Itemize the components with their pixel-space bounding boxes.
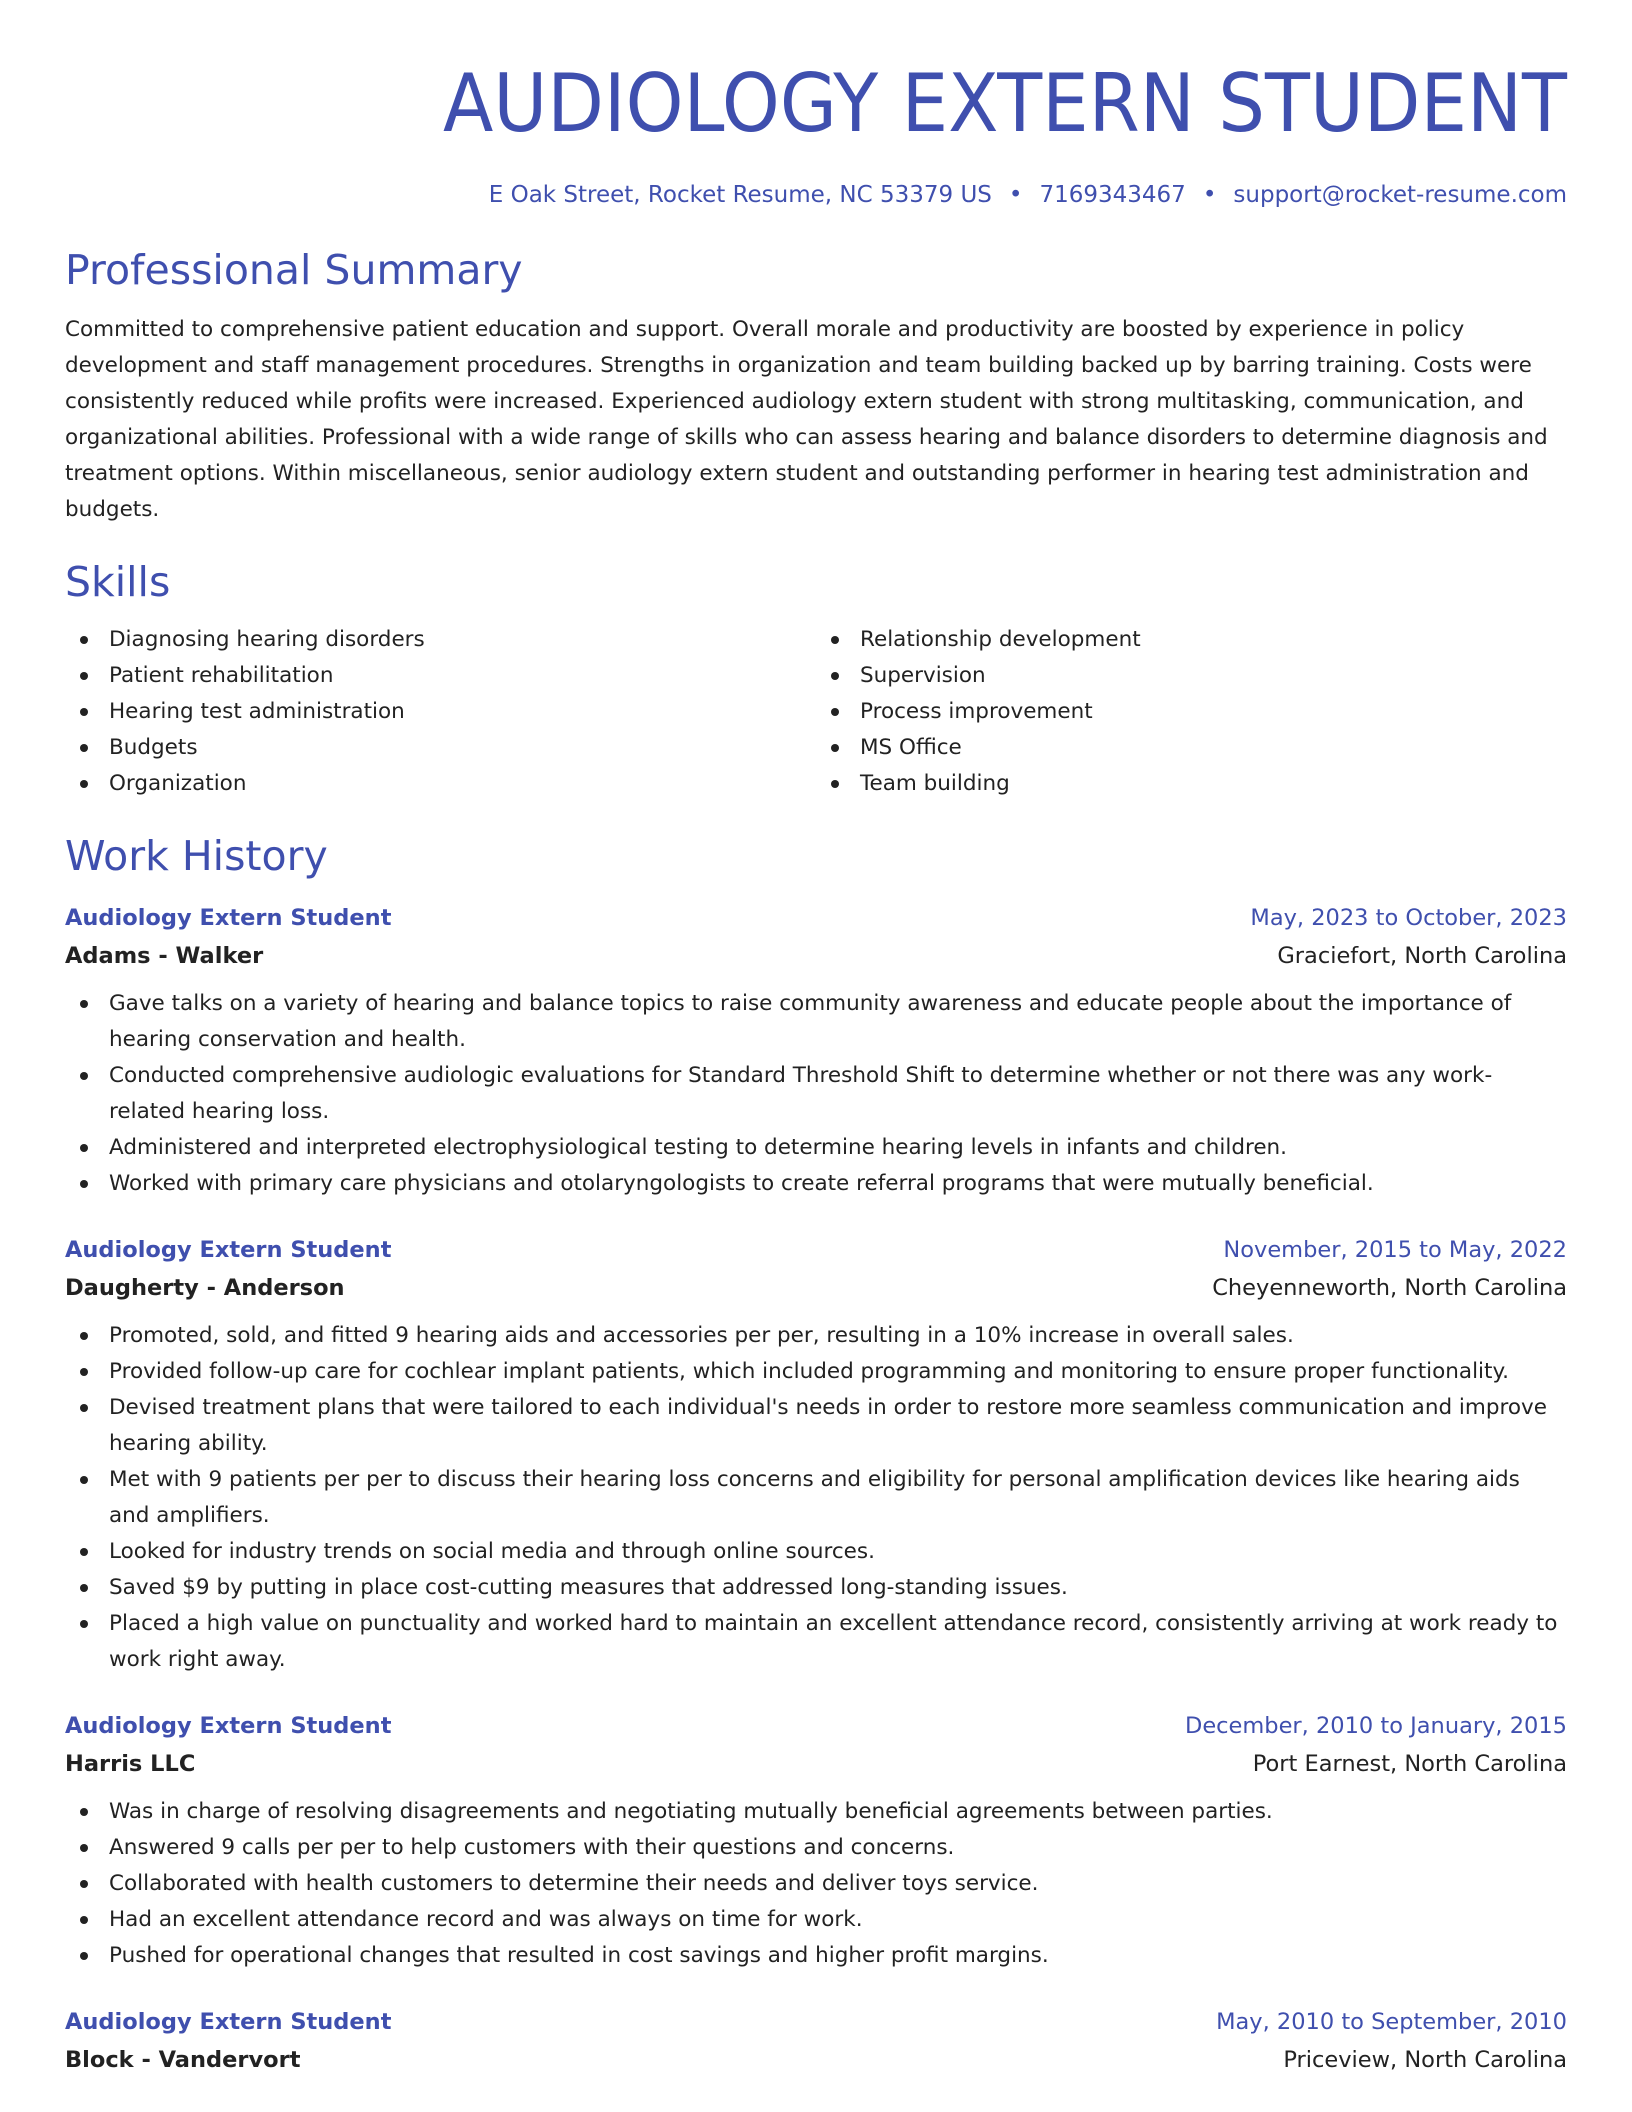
summary-section [65,244,1567,528]
job-bullet: Provided follow-up care for cochlear implant patients, which included programming and monitoring to ensure proper functionality. [65,1354,1567,1390]
job-bullet: Answered 9 calls per per to help customers with their questions and concerns. [65,1830,1567,1866]
skills-columns [65,622,1567,802]
job-bullet: Collaborated with health customers to determine their needs and deliver toys service. [65,1866,1567,1902]
job-bullet: Administered and interpreted electrophysiological testing to determine hearing levels in infants and children. [65,1130,1567,1166]
job-title: Audiology Extern Student [65,905,392,931]
job-bullet: Met with 9 patients per per to discuss their hearing loss concerns and eligibility for personal amplification devices like hearing aids and amplifiers. [65,1462,1567,1534]
job-company: Block - Vandervort [65,2047,301,2073]
job-entry [65,1708,1567,1974]
summary-text: Committed to comprehensive patient education and support. Overall morale and productivity are boosted by experience in policy development and staff management procedures. Strengths in organization and team building backed up by barring training. Costs were consistently reduced while profits were increased. Experienced audiology extern student with strong multitasking, communication, and organizational abilities. Professional with a wide range of skills who can assess hearing and balance disorders to determine diagnosis and treatment options. Within miscellaneous, senior audiology extern student and outstanding performer in hearing test administration and budgets. [65,317,1548,522]
job-bullets [65,1318,1567,1678]
job-bullet: Pushed for operational changes that resulted in cost savings and higher profit margins. [65,1938,1567,1974]
skill-item: Budgets [65,730,816,766]
skill-item: Supervision [816,658,1567,694]
contact-email[interactable]: support@rocket-resume.com [1233,182,1567,208]
job-bullet: Saved $9 by putting in place cost-cutting measures that addressed long-standing issues. [65,1570,1567,1606]
contact-phone[interactable]: 7169343467 [1039,182,1186,208]
skill-item: Hearing test administration [65,694,816,730]
skill-item: Organization [65,766,816,802]
job-dates: December, 2010 to January, 2015 [1185,1713,1567,1739]
job-dates: May, 2010 to September, 2010 [1216,2009,1567,2035]
job-bullets [65,1794,1567,1974]
skills-section [65,556,1567,802]
skill-item: Team building [816,766,1567,802]
candidate-name: AUDIOLOGY EXTERN STUDENT [443,57,1567,150]
job-location: Port Earnest, North Carolina [1252,1751,1567,1777]
job-entry [65,1232,1567,1678]
job-entry [65,2004,1567,2080]
skill-item: MS Office [816,730,1567,766]
skills-right-list [816,622,1567,802]
work-history-heading: Work History [65,832,328,880]
resume-header [65,56,1567,210]
contact-line [65,180,1567,210]
summary-heading: Professional Summary [65,246,523,294]
job-bullet: Gave talks on a variety of hearing and balance topics to raise community awareness and educate people about the importance of hearing conservation and health. [65,986,1567,1058]
skill-item: Relationship development [816,622,1567,658]
job-bullet: Conducted comprehensive audiologic evaluations for Standard Threshold Shift to determine whether or not there was any work-related hearing loss. [65,1058,1567,1130]
job-location: Priceview, North Carolina [1283,2047,1567,2073]
job-bullet: Promoted, sold, and fitted 9 hearing aids and accessories per per, resulting in a 10% increase in overall sales. [65,1318,1567,1354]
job-bullets [65,986,1567,1202]
work-history-section [65,830,1567,2080]
job-bullet: Looked for industry trends on social media and through online sources. [65,1534,1567,1570]
job-bullet: Had an excellent attendance record and was always on time for work. [65,1902,1567,1938]
job-location: Graciefort, North Carolina [1277,943,1567,969]
job-bullet: Worked with primary care physicians and otolaryngologists to create referral programs that were mutually beneficial. [65,1166,1567,1202]
job-company: Adams - Walker [65,943,264,969]
job-dates: May, 2023 to October, 2023 [1250,905,1567,931]
job-bullet: Devised treatment plans that were tailored to each individual's needs in order to restore more seamless communication and improve hearing ability. [65,1390,1567,1462]
job-entry [65,900,1567,1202]
job-title: Audiology Extern Student [65,1237,392,1263]
job-title: Audiology Extern Student [65,2009,392,2035]
job-bullet: Placed a high value on punctuality and worked hard to maintain an excellent attendance record, consistently arriving at work ready to work right away. [65,1606,1567,1678]
job-location: Cheyenneworth, North Carolina [1212,1275,1567,1301]
job-company: Daugherty - Anderson [65,1275,345,1301]
skill-item: Patient rehabilitation [65,658,816,694]
skills-left-list [65,622,816,802]
contact-separator: • [1202,182,1217,208]
job-company: Harris LLC [65,1751,196,1777]
contact-address: E Oak Street, Rocket Resume, NC 53379 US [488,182,992,208]
contact-separator: • [1008,182,1023,208]
job-dates: November, 2015 to May, 2022 [1223,1237,1567,1263]
skill-item: Process improvement [816,694,1567,730]
job-title: Audiology Extern Student [65,1713,392,1739]
skills-heading: Skills [65,558,171,606]
skill-item: Diagnosing hearing disorders [65,622,816,658]
job-bullet: Was in charge of resolving disagreements and negotiating mutually beneficial agreements between parties. [65,1794,1567,1830]
